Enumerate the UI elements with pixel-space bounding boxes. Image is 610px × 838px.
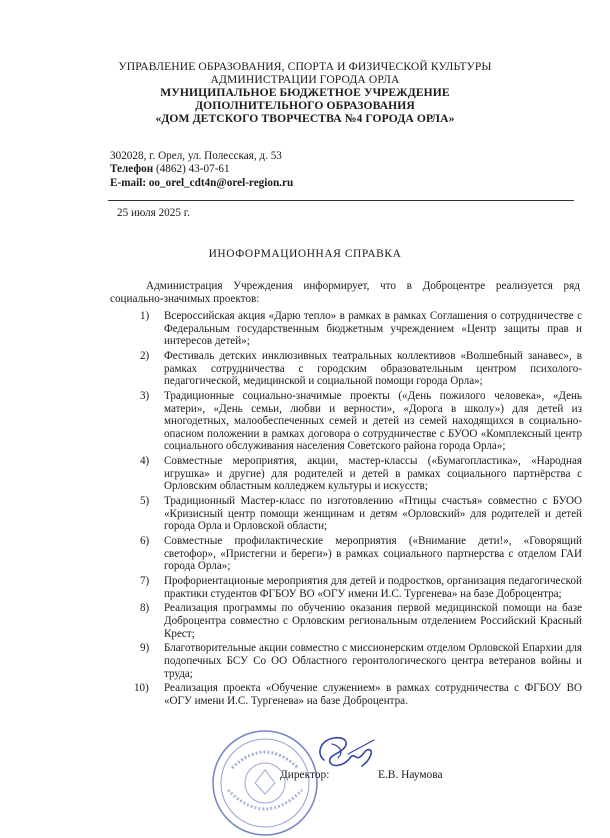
list-item-number: 3)	[140, 389, 150, 402]
phone-line	[110, 163, 230, 176]
list-item	[134, 535, 582, 573]
list-item-text: Всероссийская акция «Дарю тепло» в рамках в рамках Соглашения о сотрудничестве с Федеральным государственным бюджетным учреждением «Центр защиты прав и интересов детей»;	[164, 310, 582, 348]
list-item	[134, 575, 582, 600]
list-item-text: Совместные мероприятия, акции, мастер-классы («Бумагопластика», «Народная игрушка» и другие) для родителей и детей в рамках социального партнёрства с Орловским областным колледжем культуры и искусств;	[164, 455, 582, 493]
list-item-text: Совместные профилактические мероприятия («Внимание дети!», «Говорящий светофор», «Пристегни и береги») в рамках социального партнерства с отделом ГАИ города Орла»;	[164, 535, 582, 573]
official-stamp-icon	[210, 728, 320, 838]
document-date: 25 июля 2025 г.	[117, 207, 190, 219]
list-item	[134, 682, 582, 707]
header-authority-line: УПРАВЛЕНИЕ ОБРАЗОВАНИЯ, СПОРТА И ФИЗИЧЕСКОЙ КУЛЬТУРЫ	[118, 60, 492, 73]
list-item-number: 8)	[140, 602, 150, 615]
phone-number: (4862) 43-07-61	[153, 163, 230, 175]
list-item-number: 4)	[140, 455, 150, 468]
list-item-number: 2)	[140, 349, 150, 362]
list-item-number: 7)	[140, 575, 150, 587]
list-item-text: Реализация проекта «Обучение служением» в рамках сотрудничества с ФГБОУ ВО «ОГУ имени И.С. Тургенева» на базе Добpоцентра.	[164, 682, 582, 707]
list-item-number: 5)	[140, 495, 150, 508]
signatory-role: Директор:	[280, 769, 330, 781]
header-divider	[108, 200, 574, 201]
list-item-number: 9)	[140, 642, 150, 655]
list-item-text: Реализация программы по обучению оказания первой медицинской помощи на базе Добpоцентра совместно с Орловским региональным отделением Российский Красный Креcт;	[164, 602, 582, 640]
signatory-name: Е.В. Наумова	[378, 769, 443, 781]
list-item-text: Фестиваль детских инклюзивных театральных коллективов «Волшебный занавес», в рамках сотрудничества с городским образовательным центром психолого-педагогической, медицинской и социальной помощи города Орла»;	[164, 349, 582, 388]
list-item	[134, 642, 582, 680]
email-line: E-mail: oo_orel_cdt4n@orel-region.ru	[110, 177, 294, 189]
signature-block	[210, 728, 590, 790]
list-item	[134, 602, 582, 640]
address: 302028, г. Орел, ул. Полесская, д. 53	[110, 150, 282, 162]
document-title: ИНОФОРМАЦИОННАЯ СПРАВКА	[208, 248, 402, 260]
header-institution-line: МУНИЦИПАЛЬНОЕ БЮДЖЕТНОЕ УЧРЕЖДЕНИЕ	[160, 86, 450, 99]
list-item	[134, 495, 582, 533]
header-administration-line: АДМИНИСТРАЦИИ ГОРОДА ОРЛА	[210, 73, 400, 86]
intro-paragraph: Администрация Учреждения информирует, что в Добpоцентре реализуется ряд социально-значимых проектов:	[110, 280, 580, 306]
list-item	[134, 310, 582, 348]
list-item-text: Профориентационые мероприятия для детей и подростков, организация педагогической практики студентов ФГБОУ ВО «ОГУ имени И.С. Тургенева» на базе Добpоцентра;	[164, 575, 582, 600]
list-item-number: 1)	[140, 310, 150, 322]
list-item-number: 10)	[134, 682, 149, 695]
phone-label: Телефон	[110, 163, 154, 175]
header-education-line: ДОПОЛНИТЕЛЬНОГО ОБРАЗОВАНИЯ	[195, 99, 415, 112]
list-item-number: 6)	[140, 535, 150, 548]
projects-list	[134, 310, 582, 710]
list-item	[134, 455, 582, 493]
header-house-name-line: «ДОМ ДЕТСКОГО ТВОРЧЕСТВА №4 ГОРОДА ОРЛА»	[155, 112, 455, 125]
list-item-text: Традиционный Мастер-класс по изготовлению «Птицы счастья» совместно с БУОО «Кризисный центр помощи женщинам и детям «Орловский» для родителей и детей города Орла и Орловской области;	[164, 495, 582, 533]
list-item	[134, 350, 582, 388]
list-item-text: Благотворительные акции совместно с миссионерским отделом Орловской Епархии для подопечных БСУ Со ОО Областного геронтологического центра ветеранов войны и труда;	[164, 642, 582, 680]
list-item-text: Традиционные социально-значимые проекты («День пожилого человека», «День матери», «День семьи, любви и верности», «Дорога в школу») для детей из многодетных, малообеспеченных семей и детей из семей находящихся в социально-опасном положении в рамках договора о сотрудничестве с БУОО «Комплексный центр социального обслуживания населения Советского района города Орла»;	[164, 389, 582, 453]
list-item	[134, 390, 582, 453]
